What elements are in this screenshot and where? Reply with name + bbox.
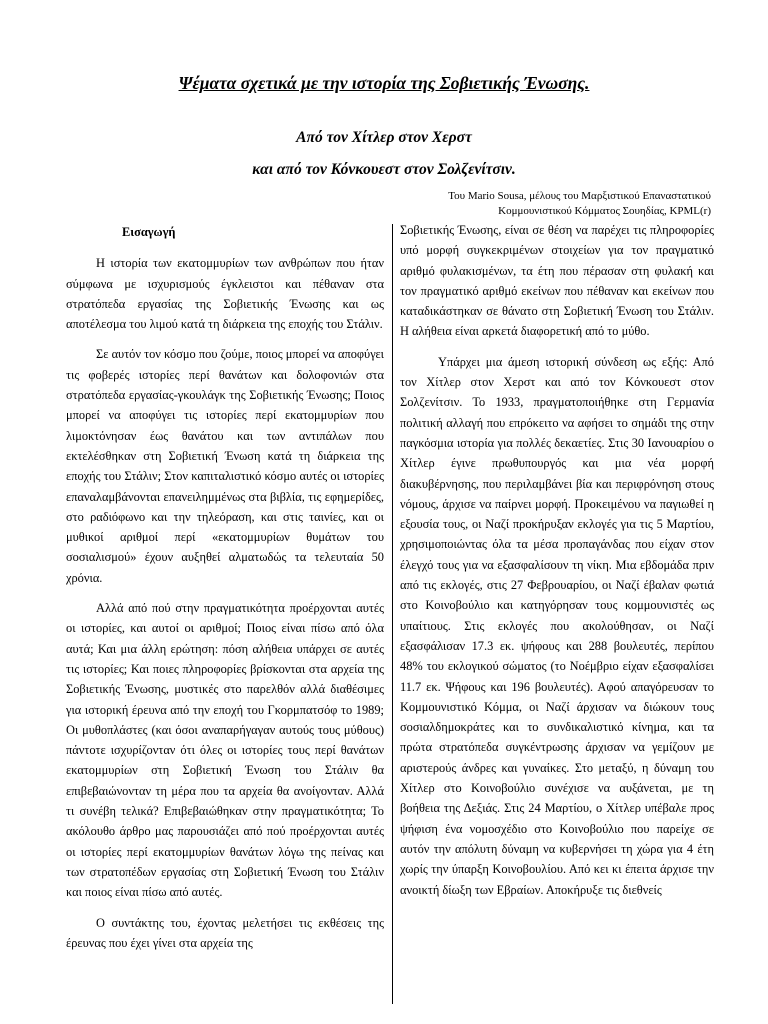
subtitle-line-2: και από τον Κόνκουεστ στον Σολζενίτσιν.: [252, 161, 516, 178]
paragraph: Σοβιετικής Ένωσης, είναι σε θέση να παρέχει τις πληροφορίες υπό μορφή συγκεκριμένων στοιχείων για τον πραγματικό αριθμό φυλακισμένων, τα έτη που πέρασαν στη φυλακή και τον πραγματικό αριθμό εκείνων που πέθαναν και εκείνων που καταδικάστηκαν σε θάνατο στη Σοβιετική Ένωση του Στάλιν. Η αλήθεια είναι αρκετά διαφορετική από το μύθο.: [400, 223, 714, 339]
left-column: [66, 220, 384, 963]
paragraph: Ο συντάκτης του, έχοντας μελετήσει τις εκθέσεις της έρευνας που έχει γίνει στα αρχεία της: [66, 915, 384, 950]
author-credit: [448, 189, 711, 219]
author-line-2: Κομμουνιστικού Κόμματος Σουηδίας, KPML(r): [498, 205, 711, 217]
paragraph: Υπάρχει μια άμεση ιστορική σύνδεση ως εξής: Από τον Χίτλερ στον Χερστ και από τον Κόνκουεστ στον Σολζενίτσιν. Το 1933, πραγματοποιήθηκε στη Γερμανία πολιτική αλλαγή που επρόκειτο να αφήσει το σημάδι της στην παγκόσμια ιστορία για πολλές δεκαετίες. Στις 30 Ιανουαρίου ο Χίτλερ έγινε πρωθυπουργός και μια νέα μορφή διακυβέρνησης, που περιλαμβάνει βία και περιφρόνηση στους νόμους, άρχισε να παίρνει μορφή. Προκειμένου να παγιωθεί η εξουσία τους, οι Ναζί προκήρυξαν εκλογές για τις 5 Μαρτίου, χρησιμοποιώντας όλα τα μέσα προπαγάνδας που είχαν στον έλεγχό τους για να εξασφαλίσουν τη νίκη. Μια εβδομάδα πριν από τις εκλογές, στις 27 Φεβρουαρίου, οι Ναζί έβαλαν φωτιά στο Κοινοβούλιο και κατηγόρησαν τους κομμουνιστές ως υπαίτιους. Στις εκλογές που ακολούθησαν, οι Ναζί εξασφάλισαν 17.3 εκ. ψήφους και 288 βουλευτές, περίπου 48% του εκλογικού σώματος (το Νοέμβριο είχαν εξασφαλίσει 11.7 εκ. Ψήφους και 196 βουλευτές). Αφού απαγόρευσαν το Κομμουνιστικό Κόμμα, οι Ναζί άρχισαν να διώκουν τους σοσιαλδημοκράτες και το συνδικαλιστικό κίνημα, και τα πρώτα στρατόπεδα συγκέντρωσης άρχισαν να γεμίζουν με αριστερούς άνδρες και γυναίκες. Στο μεταξύ, η δύναμη του Χίτλερ στο Κοινοβούλιο συνέχισε να αυξάνεται, με τη βοήθεια της Δεξιάς. Στις 24 Μαρτίου, ο Χίτλερ υπέβαλε προς ψήφιση ένα νομοσχέδιο στο Κοινοβούλιο που παρείχε σε αυτόν την απόλυτη δύναμη να κυβερνήσει τη χώρα για 4 έτη χωρίς την ύπαρξη Κοινοβουλίου. Από κει κι έπειτα άρχισε την ανοικτή δίωξη των Εβραίων. Αποκήρυξε τις διεθνείς: [400, 354, 714, 897]
document-title: Ψέματα σχετικά με την ιστορία της Σοβιετικής Ένωσης.: [178, 73, 590, 93]
paragraph: Η ιστορία των εκατομμυρίων των ανθρώπων που ήταν σύμφωνα με ισχυρισμούς έγκλειστοι και πέθαναν στα στρατόπεδα εργασίας της Σοβιετικής Ένωσης και ως αποτέλεσμα του λιμού κατά τη διάρκεια της εποχής του Στάλιν.: [66, 256, 384, 332]
column-divider: [392, 224, 393, 1004]
paragraph: Σε αυτόν τον κόσμο που ζούμε, ποιος μπορεί να αποφύγει τις φοβερές ιστορίες περί θανάτων και δολοφονιών στα στρατόπεδα εργασίας-γκουλάγκ της Σοβιετικής Ένωσης; Ποιος μπορεί να αποφύγει τις ιστορίες περί εκατομμυρίων που λιμοκτόνησαν έως θανάτου και των αντιπάλων που εκτελέσθηκαν στη Σοβιετική Ένωση κατά τη διάρκεια της εποχής του Στάλιν; Στον καπιταλιστικό κόσμο αυτές οι ιστορίες επαναλαμβάνονται επανειλημμένως στα βιβλία, τις εφημερίδες, στο ραδιόφωνο και την τηλεόραση, και στις ταινίες, και οι μυθικοί αριθμοί περί «εκατομμυρίων θυμάτων του σοσιαλισμού» έχουν αυξηθεί αλματωδώς τα τελευταία 50 χρόνια.: [66, 347, 384, 585]
author-line-1: Του Mario Sousa, μέλους του Μαρξιστικού Επαναστατικού: [448, 190, 711, 202]
subtitle-line-1: Από τον Χίτλερ στον Χερστ: [296, 129, 472, 146]
section-heading: Εισαγωγή: [122, 225, 176, 239]
right-column: [400, 220, 714, 910]
paragraph: Αλλά από πού στην πραγματικότητα προέρχονται αυτές οι ιστορίες, και αυτοί οι αριθμοί; Ποιος είναι πίσω από όλα αυτά; Και μια άλλη ερώτηση: πόση αλήθεια υπάρχει σε αυτές τις ιστορίες; Και ποιες πληροφορίες βρίσκονται στα αρχεία της Σοβιετικής Ένωσης, μυστικές στο παρελθόν αλλά διαθέσιμες για ιστορική έρευνα από την εποχή του Γκορμπατσόφ το 1989; Οι μυθοπλάστες (και όσοι αναπαρήγαγαν αυτούς τους μύθους) πάντοτε ισχυρίζονταν ότι όλες οι ιστορίες τους περί θανάτων εκατομμυρίων στη Σοβιετική Ένωση του Στάλιν θα επιβεβαιώνονταν τη μέρα που τα αρχεία θα ανοίγονταν. Αλλά τι συνέβη τελικά? Επιβεβαιώθηκαν στην πραγματικότητα; Το ακόλουθο άρθρο μας παρουσιάζει από πού προέρχονται αυτές οι ιστορίες περί εκατομμυρίων θανάτων λόγω της πείνας και των στρατοπέδων εργασίας στη Σοβιετική Ένωση του Στάλιν και ποιος είναι πίσω από αυτές.: [66, 601, 384, 900]
